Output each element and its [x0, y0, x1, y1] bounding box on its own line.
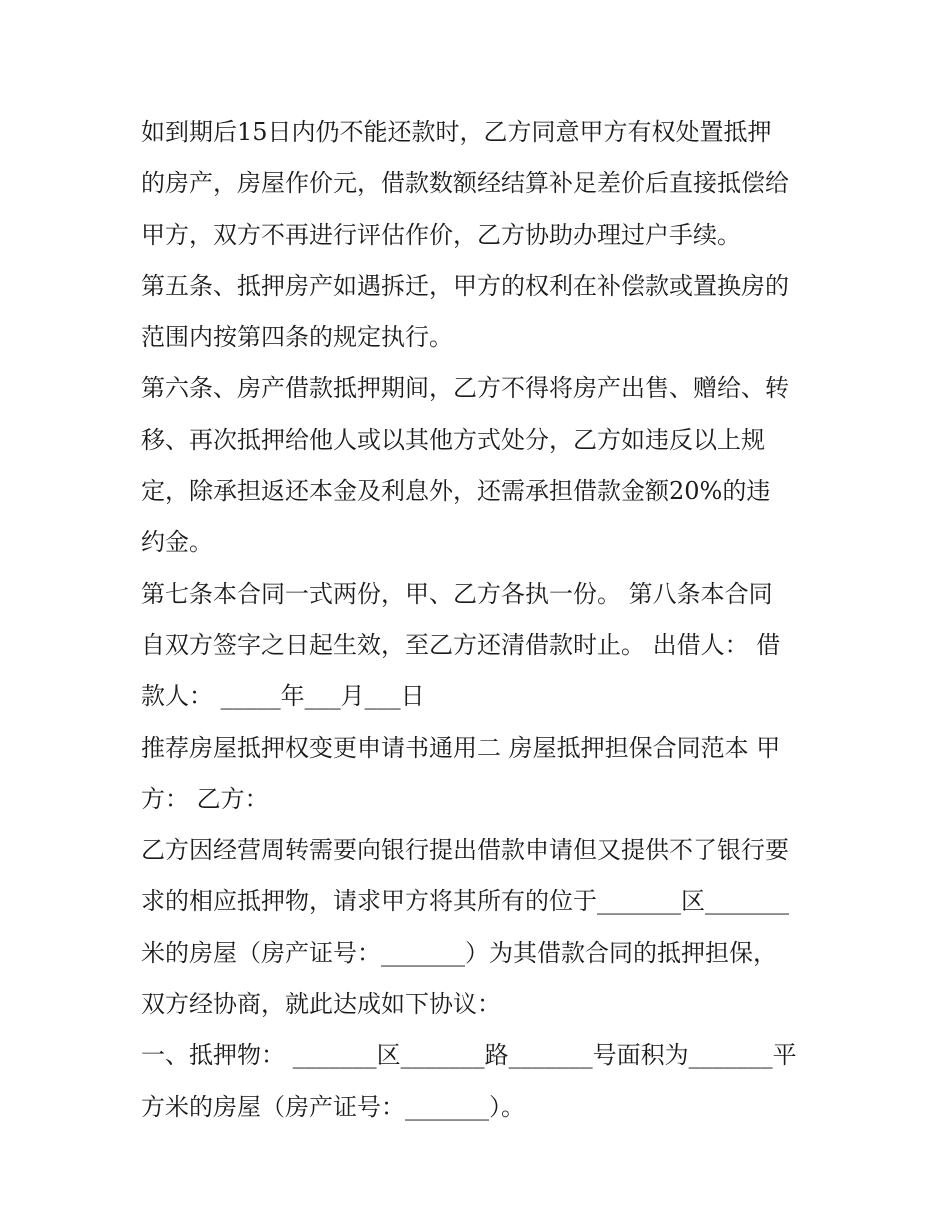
text-line: 乙方因经营周转需要向银行提出借款申请但又提供不了银行要: [141, 836, 789, 865]
text-line: 求的相应抵押物，请求甲方将其所有的位于_______区_______: [141, 887, 789, 916]
text-line: 甲方，双方不再进行评估作价，乙方协助办理过户手续。: [141, 220, 741, 249]
text-line: 双方经协商，就此达成如下协议：: [141, 990, 501, 1019]
text-line: 约金。: [141, 528, 213, 557]
text-line: 第七条本合同一式两份，甲、乙方各执一份。 第八条本合同: [141, 579, 773, 608]
text-line: 第五条、抵押房产如遇拆迁，甲方的权利在补偿款或置换房的: [141, 271, 789, 300]
text-line: 的房产，房屋作价元，借款数额经结算补足差价后直接抵偿给: [141, 169, 789, 198]
text-line: 一、抵押物： _______区_______路_______号面积为_______平: [141, 1041, 797, 1070]
text-line: 推荐房屋抵押权变更申请书通用二 房屋抵押担保合同范本 甲: [141, 733, 781, 762]
text-line: 第六条、房产借款抵押期间，乙方不得将房产出售、赠给、转: [141, 374, 789, 403]
text-line: 方： 乙方：: [141, 784, 269, 813]
text-line: 如到期后15日内仍不能还款时，乙方同意甲方有权处置抵押: [141, 118, 772, 146]
text-line: 移、再次抵押给他人或以其他方式处分，乙方如违反以上规: [141, 425, 765, 454]
text-line: 米的房屋（房产证号：_______）为其借款合同的抵押担保，: [141, 938, 777, 967]
text-line: 定，除承担返还本金及利息外，还需承担借款金额20%的违: [141, 477, 771, 506]
text-line: 自双方签字之日起生效，至乙方还清借款时止。 出借人： 借: [141, 630, 781, 659]
text-line: 范围内按第四条的规定执行。: [141, 323, 453, 352]
text-line: 方米的房屋（房产证号：_______）。: [141, 1092, 525, 1121]
text-line: 款人： _____年___月___日: [141, 682, 425, 711]
document-body: [141, 107, 821, 1133]
